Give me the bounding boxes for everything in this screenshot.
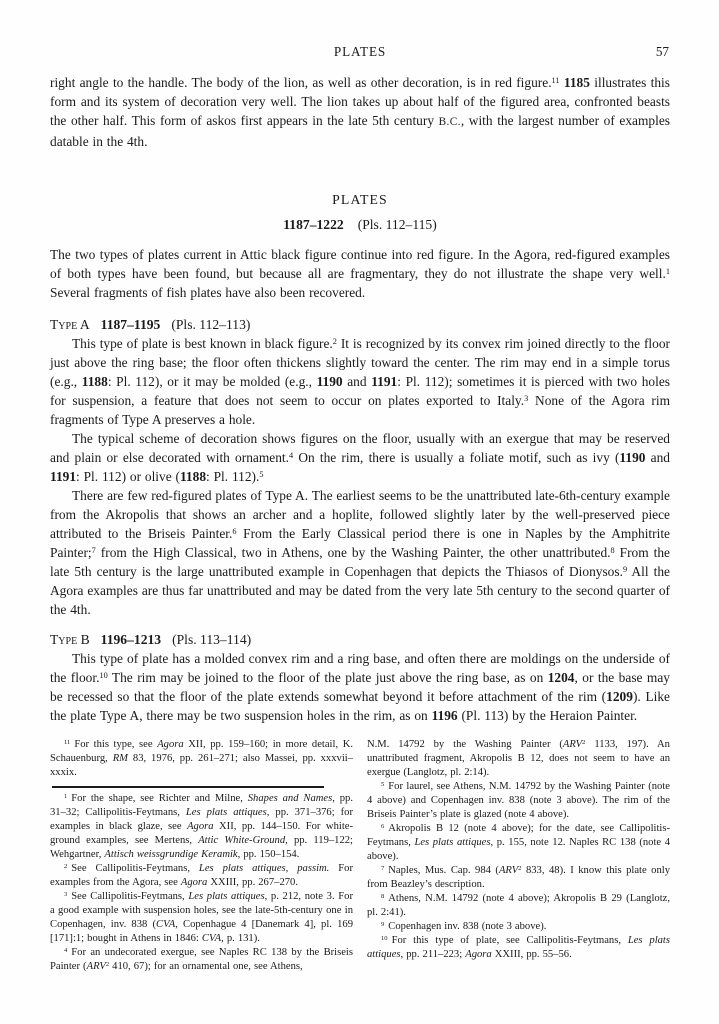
- footnote-6: [367, 822, 670, 864]
- page-number: 57: [655, 44, 669, 59]
- footnote-text: See Callipolitis-Feytmans, Les plats attiques, p. 212, note 3. For a good example with suspension holes, see the late-5th-century one in Copenhagen, inv. 838 (CVA, Copenhague 4 [Danemark 4], pl. 169 [171]:1; bought in Athens in 1846: CVA, p. 131).: [50, 890, 354, 944]
- footnote-2: [50, 862, 353, 890]
- footnotes-left-column: [50, 738, 353, 974]
- type-a-paragraph-1: This type of plate is best known in black figure.$^2$ It is recognized by its convex rim joined directly to the floor just above the ring base; the floor often thickens slightly toward the center. The rim may end in a simple torus (e.g., 1188: Pl. 112), or it may be molded (e.g., 1190 and 1191: Pl. 112); sometimes it is pierced with two holes for suspension, a feature that does not seem to occur on plates exported to Italy.$^3$ None of the Agora rim fragments of Type A preserves a hole.: [50, 336, 671, 427]
- footnote-number: 1: [64, 792, 68, 800]
- footnote-11: [50, 738, 353, 780]
- footnote-text: Copenhagen inv. 838 (note 3 above).: [388, 921, 547, 932]
- footnote-4: [50, 946, 353, 974]
- footnote-number: 6: [381, 823, 385, 831]
- footnote-4-continuation: [367, 738, 670, 780]
- footnote-text: For the shape, see Richter and Milne, Shapes and Names, pp. 31–32; Callipolitis-Feytmans, Les plats attiques, pp. 371–376; for examples in black glaze, see Agora XII, pp. 144–150. For white-ground examples, see Mertens, Attic White-Ground, pp. 119–122; Wehgartner, Attisch weissgrundige Keramik, pp. 150–154.: [50, 792, 353, 860]
- footnote-number: 7: [381, 865, 385, 873]
- type-a-paragraph-2: The typical scheme of decoration shows figures on the floor, usually with an exergue that may be reserved and plain or else decorated with ornament.$^4$ On the rim, there is usually a foliate motif, such as ivy (1190 and 1191: Pl. 112) or olive (1188: Pl. 112).$^5$: [50, 431, 670, 484]
- footnote-text: For an undecorated exergue, see Naples RC 138 by the Briseis Painter (ARV$^2$ 410, 67); for an ornamental one, see Athens,: [50, 946, 353, 972]
- footnote-text: For laurel, see Athens, N.M. 14792 by the Washing Painter (note 4 above) and Copenhagen inv. 838 (note 3 above). The rim of the Briseis Painter’s plate is glazed (note 4 above).: [367, 781, 670, 820]
- footnote-number: 2: [64, 862, 68, 870]
- footnote-1: [50, 792, 353, 862]
- footnote-text: Naples, Mus. Cap. 984 (ARV$^2$ 833, 48). I know this plate only from Beazley’s description.: [367, 865, 670, 890]
- footnote-text: For this type of plate, see Callipolitis-Feytmans, Les plats attiques, pp. 211–223; Agora XXIII, pp. 55–56.: [367, 935, 670, 960]
- footnote-number: 4: [64, 946, 68, 954]
- type-b-paragraph-1: This type of plate has a molded convex rim and a ring base, and often there are moldings on the underside of the floor.$^{10}$ The rim may be joined to the floor of the plate just above the ring base, as on 1204, or the base may be recessed so that the floor of the plate extends somewhat beyond it before attachment of the rim (1209). Like the plate Type A, there may be two suspension holes in the rim, as on 1196 (Pl. 113) by the Heraion Painter.: [50, 651, 670, 723]
- footnote-text: See Callipolitis-Feytmans, Les plats attiques, passim. For examples from the Agora, see Agora XXIII, pp. 267–270.: [50, 862, 353, 888]
- footnote-number: 11: [64, 739, 71, 747]
- footnote-7: [367, 864, 670, 892]
- footnote-8: [367, 892, 670, 920]
- type-a-paragraph-3: There are few red-figured plates of Type A. The earliest seems to be the unattributed late-6th-century example from the Akropolis that shows an archer and a hoplite, followed slightly later by the well-preserved piece attributed to the Briseis Painter.$^6$ From the Early Classical period there is one in Naples by the Amphitrite Painter;$^7$ from the High Classical, two in Athens, one by the Washing Painter, the other unattributed.$^8$ From the late 5th century is the large unattributed example in Copenhagen that depicts the Thiasos of Dionysos.$^9$ All the Agora examples are thus far unattributed and may be dated from the very late 5th century to the second quarter of the 4th.: [50, 488, 670, 617]
- footnote-text: Athens, N.M. 14792 (note 4 above); Akropolis B 29 (Langlotz, pl. 2:41).: [367, 893, 670, 918]
- footnote-3: [50, 890, 353, 946]
- type-b-heading: Type B 1196–1213 (Pls. 113–114): [50, 632, 252, 647]
- footnote-number: 10: [381, 935, 388, 943]
- footnote-10: [367, 934, 670, 962]
- footnotes-right-column: [367, 738, 670, 974]
- type-a-heading: Type A 1187–1195 (Pls. 112–113): [50, 317, 251, 332]
- footnote-number: 3: [64, 890, 68, 898]
- footnote-number: 5: [381, 781, 385, 789]
- footnotes-section: [50, 738, 670, 974]
- footnote-separator-rule: [52, 786, 324, 788]
- footnote-9: [367, 920, 670, 934]
- catalog-range: 1187–1222 (Pls. 112–115): [283, 217, 437, 232]
- footnote-5: [367, 780, 670, 822]
- footnote-text: N.M. 14792 by the Washing Painter (ARV$^2$ 1133, 197). An unattributed fragment, Akropolis B 12, does not seem to have an exergue (Langlotz, pl. 2:14).: [367, 739, 670, 778]
- running-header: [50, 44, 670, 61]
- footnote-number: 9: [381, 921, 385, 929]
- carryover-paragraph: right angle to the handle. The body of the lion, as well as other decoration, is in red figure.$^{11}$ 1185 illustrates this form and its system of decoration very well. The lion takes up about half of the figured area, confronted beasts the other half. This form of askos first appears in the late 5th century B.C., with the largest number of examples datable in the 4th.: [50, 75, 670, 149]
- footnote-text: Akropolis B 12 (note 4 above); for the date, see Callipolitis-Feytmans, Les plats attiques, p. 155, note 12. Naples RC 138 (note 4 above).: [367, 823, 670, 862]
- chapter-title: PLATES: [332, 192, 388, 207]
- footnote-text: For this type, see Agora XII, pp. 159–160; in more detail, K. Schauenburg, RM 83, 1976, pp. 261–271; also Massei, pp. xxxvii–xxxix.: [50, 739, 353, 778]
- chapter-intro-paragraph: The two types of plates current in Attic black figure continue into red figure. In the Agora, red-figured examples of both types have been found, but because all are fragmentary, they do not illustrate the shape very well.$^1$ Several fragments of fish plates have also been recovered.: [50, 247, 670, 300]
- running-title: PLATES: [333, 44, 387, 59]
- footnote-number: 8: [381, 893, 385, 901]
